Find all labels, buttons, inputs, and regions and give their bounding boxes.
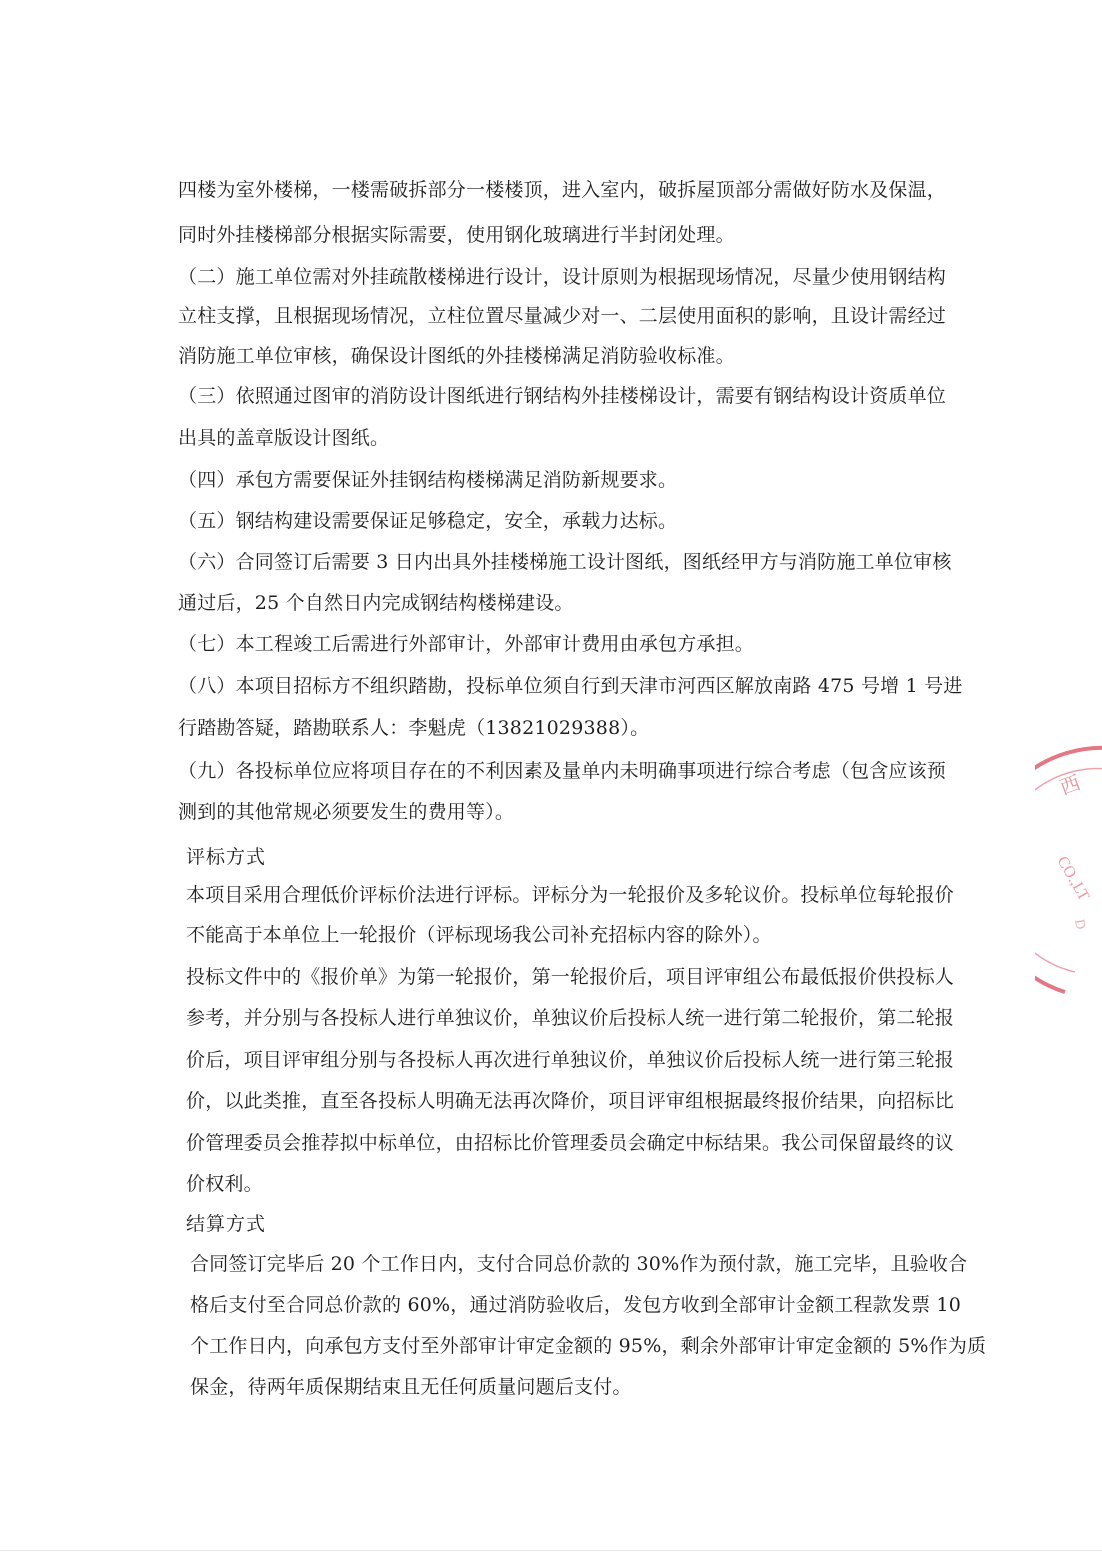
paragraph-line: 合同签订完毕后 20 个工作日内，支付合同总价款的 30%作为预付款，施工完毕，且验收合 bbox=[190, 1253, 968, 1275]
paragraph-line: 价管理委员会推荐拟中标单位，由招标比价管理委员会确定中标结果。我公司保留最终的议 bbox=[186, 1132, 955, 1154]
paragraph-line: 四楼为室外楼梯，一楼需破拆部分一楼楼顶，进入室内，破拆屋顶部分需做好防水及保温， bbox=[178, 179, 947, 201]
paragraph-line: 格后支付至合同总价款的 60%，通过消防验收后，发包方收到全部审计金额工程款发票 10 bbox=[190, 1294, 962, 1316]
paragraph-line: 本项目采用合理低价评标价法进行评标。评标分为一轮报价及多轮议价。投标单位每轮报价 bbox=[186, 884, 955, 906]
paragraph-line: 测到的其他常规必须要发生的费用等）。 bbox=[178, 801, 515, 823]
page-bottom-edge bbox=[0, 1550, 1102, 1551]
paragraph-line: 保金，待两年质保期结束且无任何质量问题后支付。 bbox=[190, 1376, 632, 1398]
paragraph-line: 价，以此类推，直至各投标人明确无法再次降价，项目评审组根据最终报价结果，向招标比 bbox=[186, 1090, 955, 1112]
svg-text:西: 西 bbox=[1057, 772, 1084, 800]
svg-text:D: D bbox=[1071, 918, 1088, 931]
paragraph-line: （七）本工程竣工后需进行外部审计，外部审计费用由承包方承担。 bbox=[178, 633, 755, 655]
svg-text:CO.,LT: CO.,LT bbox=[1053, 853, 1093, 904]
paragraph-line: 行踏勘答疑，踏勘联系人：李魁虎（13821029388）。 bbox=[178, 717, 650, 739]
paragraph-line: 价后，项目评审组分别与各投标人再次进行单独议价，单独议价后投标人统一进行第三轮报 bbox=[186, 1049, 955, 1071]
paragraph-line: 立柱支撑，且根据现场情况，立柱位置尽量减少对一、二层使用面积的影响，且设计需经过 bbox=[178, 305, 947, 327]
paragraph-line: （五）钢结构建设需要保证足够稳定，安全，承载力达标。 bbox=[178, 510, 678, 532]
paragraph-line: 消防施工单位审核，确保设计图纸的外挂楼梯满足消防验收标准。 bbox=[178, 345, 735, 367]
section-heading-evaluation: 评标方式 bbox=[186, 846, 267, 868]
paragraph-line: 不能高于本单位上一轮报价（评标现场我公司补充招标内容的除外）。 bbox=[186, 924, 772, 946]
paragraph-line: （八）本项目招标方不组织踏勘，投标单位须自行到天津市河西区解放南路 475 号增 1 号进 bbox=[178, 675, 963, 697]
paragraph-line: 通过后，25 个自然日内完成钢结构楼梯建设。 bbox=[178, 592, 574, 614]
paragraph-line: 价权利。 bbox=[186, 1173, 263, 1195]
paragraph-line: （四）承包方需要保证外挂钢结构楼梯满足消防新规要求。 bbox=[178, 469, 678, 491]
paragraph-line: 个工作日内，向承包方支付至外部审计审定金额的 95%，剩余外部审计审定金额的 5%作为质 bbox=[190, 1335, 987, 1357]
paragraph-line: （三）依照通过图审的消防设计图纸进行钢结构外挂楼梯设计，需要有钢结构设计资质单位 bbox=[178, 385, 947, 407]
company-seal-stamp bbox=[1035, 740, 1102, 1000]
paragraph-line: 参考，并分别与各投标人进行单独议价，单独议价后投标人统一进行第二轮报价，第二轮报 bbox=[186, 1007, 955, 1029]
paragraph-line: （六）合同签订后需要 3 日内出具外挂楼梯施工设计图纸，图纸经甲方与消防施工单位审核 bbox=[178, 551, 952, 573]
paragraph-line: 同时外挂楼梯部分根据实际需要，使用钢化玻璃进行半封闭处理。 bbox=[178, 224, 735, 246]
paragraph-line: 投标文件中的《报价单》为第一轮报价，第一轮报价后，项目评审组公布最低报价供投标人 bbox=[186, 966, 955, 988]
section-heading-settlement: 结算方式 bbox=[186, 1213, 267, 1235]
paragraph-line: （九）各投标单位应将项目存在的不利因素及量单内未明确事项进行综合考虑（包含应该预 bbox=[178, 760, 947, 782]
paragraph-line: 出具的盖章版设计图纸。 bbox=[178, 427, 390, 449]
paragraph-line: （二）施工单位需对外挂疏散楼梯进行设计，设计原则为根据现场情况，尽量少使用钢结构 bbox=[178, 266, 947, 288]
